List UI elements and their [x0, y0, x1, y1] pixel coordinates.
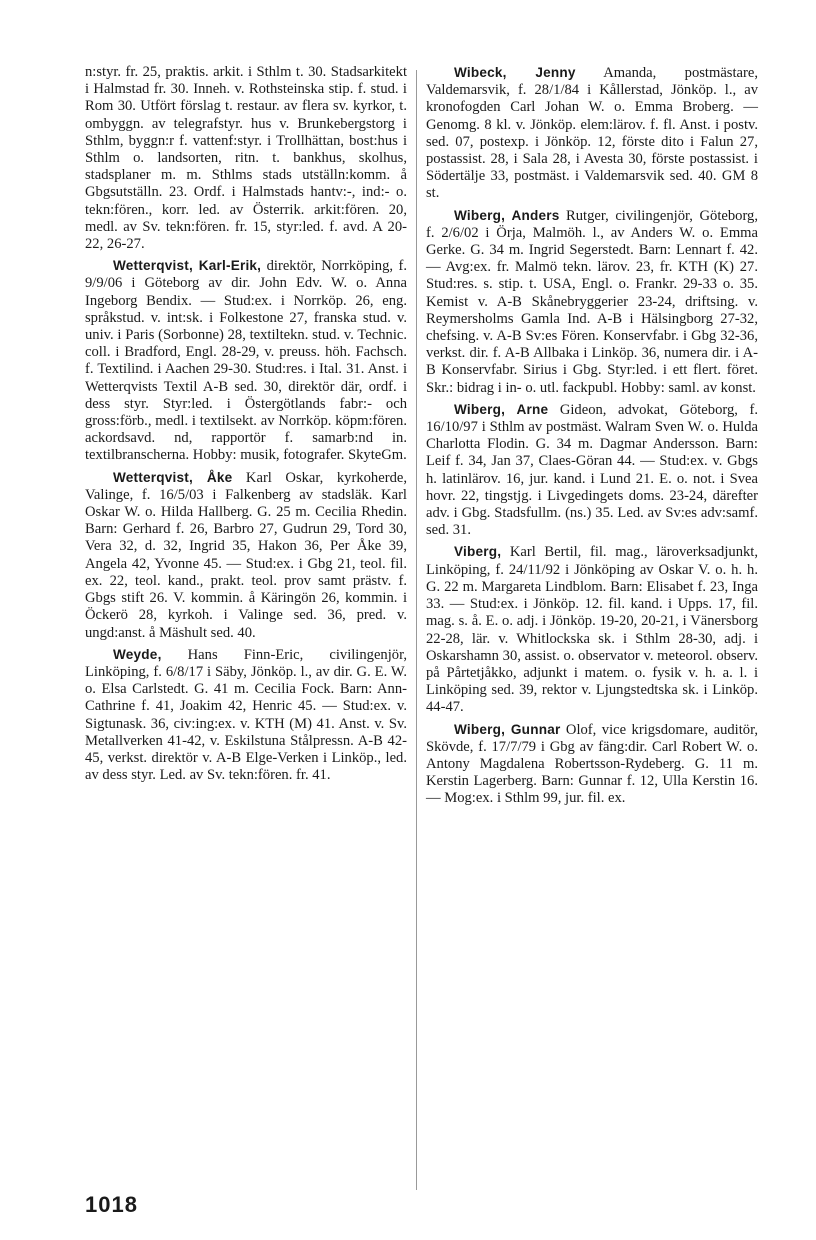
- entry-wetterqvist-ake: [85, 469, 407, 642]
- entry-wetterqvist-karl-erik: [85, 257, 407, 464]
- entry-name: Wetterqvist, Karl-Erik,: [113, 258, 262, 274]
- entry-text: Karl Bertil, fil. mag., läroverksadjunkt, Linköping, f. 24/11/92 i Jönköping av Oskar V. o. h. h. G. 22 m. Margareta Lindblom. Barn: Elisabet f. 23, Inga 33. — Stud:ex. i Jönköp. 12. fil. kand. i Upps. 17, fil. mag. s. å. E. o. adj. i Jönköp. 19-20, 20-21, i Vänersborg 22-28, lär. v. Whitlockska sk. i Sthlm 28-30, adj. i Oskarshamn 30, assist. o. observator v. meteorol. observ. på Pårtetjåkko, adjunkt i matem. o. fysik v. h. a. l. i Linköping sed. 39, rektor v. Ljungstedtska sk. i Linköp. 44-47.: [426, 544, 758, 716]
- entry-text: Gideon, advokat, Göteborg, f. 16/10/97 i Sthlm av postmäst. Walram Sven W. o. Hulda Charlotta Flodin. G. 34 m. Dagmar Andersson. Barn: Leif f. 34, Jan 37, Claes-Göran 44. — Stud:ex. v. Gbgs h. latinlärov. 16, jur. kand. i Lund 21. E. o. not. i Svea hovr. 22, tingstjg. i Livgedingets doms. 23-24, därefter adv. i Gbg. Stadsfullm. (ns.) 35. Led. av Sv:es adv:samf. sed. 31.: [426, 401, 758, 539]
- entry-name: Viberg,: [454, 544, 502, 560]
- entry-wiberg-arne: [426, 401, 758, 540]
- entry-name: Wetterqvist, Åke: [113, 469, 233, 485]
- entry-name: Wibeck, Jenny: [454, 65, 576, 80]
- entry-name: Wiberg, Anders: [454, 207, 560, 223]
- entry-name: Wiberg, Arne: [454, 401, 549, 417]
- entry-viberg-karl-bertil: [426, 543, 758, 716]
- entry-text: Hans Finn-Eric, civilingenjör, Linköping, f. 6/8/17 i Säby, Jönköp. l., av dir. G. E. W. o. Elsa Carlstedt. G. 41 m. Cecilia Fock. Barn: Ann-Cathrine f. 41, Joakim 42, Henric 45. — Stud:ex. v. Sigtunask. 36, civ:ing:ex. v. KTH (M) 41. Anst. v. Sv. Metallverken 41-42, v. Eskilstuna Stålpressn. A-B 42-45, verkst. direktör v. A-B Elge-Verken i Linköp., led. av dess styr. Led. av Sv. tekn:fören. fr. 41.: [85, 646, 407, 784]
- entry-text: Olof, vice krigsdomare, auditör, Skövde, f. 17/7/79 i Gbg av fäng:dir. Carl Robert W. o. Antony Magdalena Robertsson-Rydeberg. G. 11 m. Kerstin Lagerberg. Barn: Gunnar f. 12, Ulla Kerstin 16. — Mog:ex. i Sthlm 99, jur. fil. ex.: [426, 721, 758, 807]
- entry-weyde-hans: [85, 646, 407, 785]
- entry-text: Rutger, civilingenjör, Göteborg, f. 2/6/02 i Örja, Malmöh. l., av Anders W. o. Emma Gerke. G. 34 m. Ingrid Segerstedt. Barn: Lennart f. 42. — Avg:ex. fr. Malmö tekn. lärov. 23, fr. KTH (K) 27. Stud:res. s. stip. t. USA, Engl. o. Frankr. 29-33 o. 35. Kemist v. A-B Skånebryggerier 23-24, driftsing. v. Reymersholms Gamla Ind. A-B i Hälsingborg 27-32, chefsing. v. A-B Sv:es Fören. Konservfabr. i Gbg 32-36, verkst. dir. f. A-B Allbaka i Linköp. 36, numera dir. i A-B Konservfabr. Sirius i Gbg. Styr:led. i ett flert. föret. Skr.: bidrag i in- o. utl. fackpubl. Hobby: saml. av konst.: [426, 207, 758, 396]
- continued-entry: [85, 64, 407, 253]
- left-column: [85, 64, 407, 788]
- entry-name: Weyde,: [113, 646, 162, 662]
- column-divider: [416, 70, 417, 1190]
- entry-text: Amanda, postmästare, Valdemarsvik, f. 28/1/84 i Kållerstad, Jönköp. l., av kronofogden Carl Johan W. o. Emma Broberg. — Genomg. 8 kl. v. Jönköp. elem:lärov. f. fl. Anst. i postv. sed. 07, postexp. i Jönköp. 12, förste dito i Falun 27, postassist. 28, i Sala 28, i Avesta 30, förste postassist. i Södertälje 33, postmäst. i Valdemarsvik sed. 40. GM 8 st.: [426, 65, 759, 202]
- right-column: [426, 64, 758, 812]
- entry-wiberg-gunnar: [426, 721, 758, 808]
- entry-text: n:styr. fr. 25, praktis. arkit. i Sthlm t. 30. Stadsarkitekt i Halmstad fr. 30. Inneh. v. Rothsteinska stip. f. stud. i Rom 30. Utfört förslag t. restaur. av flera sv. kyrkor, t. ombyggn. av telegrafstyr. hus v. Brunkebergstorg i Sthlm, byggn:r f. vattenf:styr. i Trollhättan, bost:hus i Sthlm o. landsorten, ritn. t. bankhus, skolhus, stadsplaner m. m. Sthlms stads utställn:komm. å Gbgsutställn. 23. Ordf. i Halmstads hantv:-, ind:- o. tekn:fören., korr. led. av Österrik. arkit:fören. 20, medl. av Sv. tekn:fören. fr. 15, styr:led. f. avd. A 20-22, 26-27.: [85, 64, 407, 253]
- entry-text: Karl Oskar, kyrkoherde, Valinge, f. 16/5/03 i Falkenberg av stadsläk. Karl Oskar W. o. Hilda Hallberg. G. 25 m. Cecilia Rhedin. Barn: Gerhard f. 26, Barbro 27, Gudrun 29, Tord 30, Vera 32, d. 32, Ingrid 35, Hakon 36, Per Åke 39, Angela 42, Yvonne 45. — Stud:ex. i Gbg 21, teol. fil. ex. 22, teol. kand., prakt. teol. prov samt prästv. f. Gbgs stift 26. V. kommin. å Käringön 26, kommin. i Öckerö 28, kyrkoh. i Valinge sed. 36, pred. v. ungd:anst. å Mäshult sed. 40.: [85, 469, 407, 641]
- page-number: 1018: [85, 1192, 138, 1217]
- entry-wiberg-anders: [426, 207, 758, 397]
- entry-text: direktör, Norrköping, f. 9/9/06 i Göteborg av dir. John Edv. W. o. Anna Ingeborg Bendix. — Stud:ex. i Norrköp. 26, eng. språkstud. v. int:sk. i Folkestone 27, franska stud. v. univ. i Paris (Sorbonne) 28, textiltekn. stud. v. Technic. coll. i Bradford, Engl. 28-29, v. preuss. höh. Fachsch. f. Textilind. i Aachen 29-30. Stud:res. i Ital. 31. Anst. i Wetterqvists Textil A-B sed. 30, direktör där, ordf. i dess styr. Styr:led. i Östergötlands fabr:- och gross:förb., medl. i textilsekt. av Norrköp. köpm:fören. ackordsavd. nd, rapportör f. samarb:nd in. textilbranscherna. Hobby: musik, fotografer. SkyteGm.: [85, 258, 407, 464]
- entry-wibeck-jenny: [426, 64, 758, 203]
- entry-name: Wiberg, Gunnar: [454, 721, 561, 737]
